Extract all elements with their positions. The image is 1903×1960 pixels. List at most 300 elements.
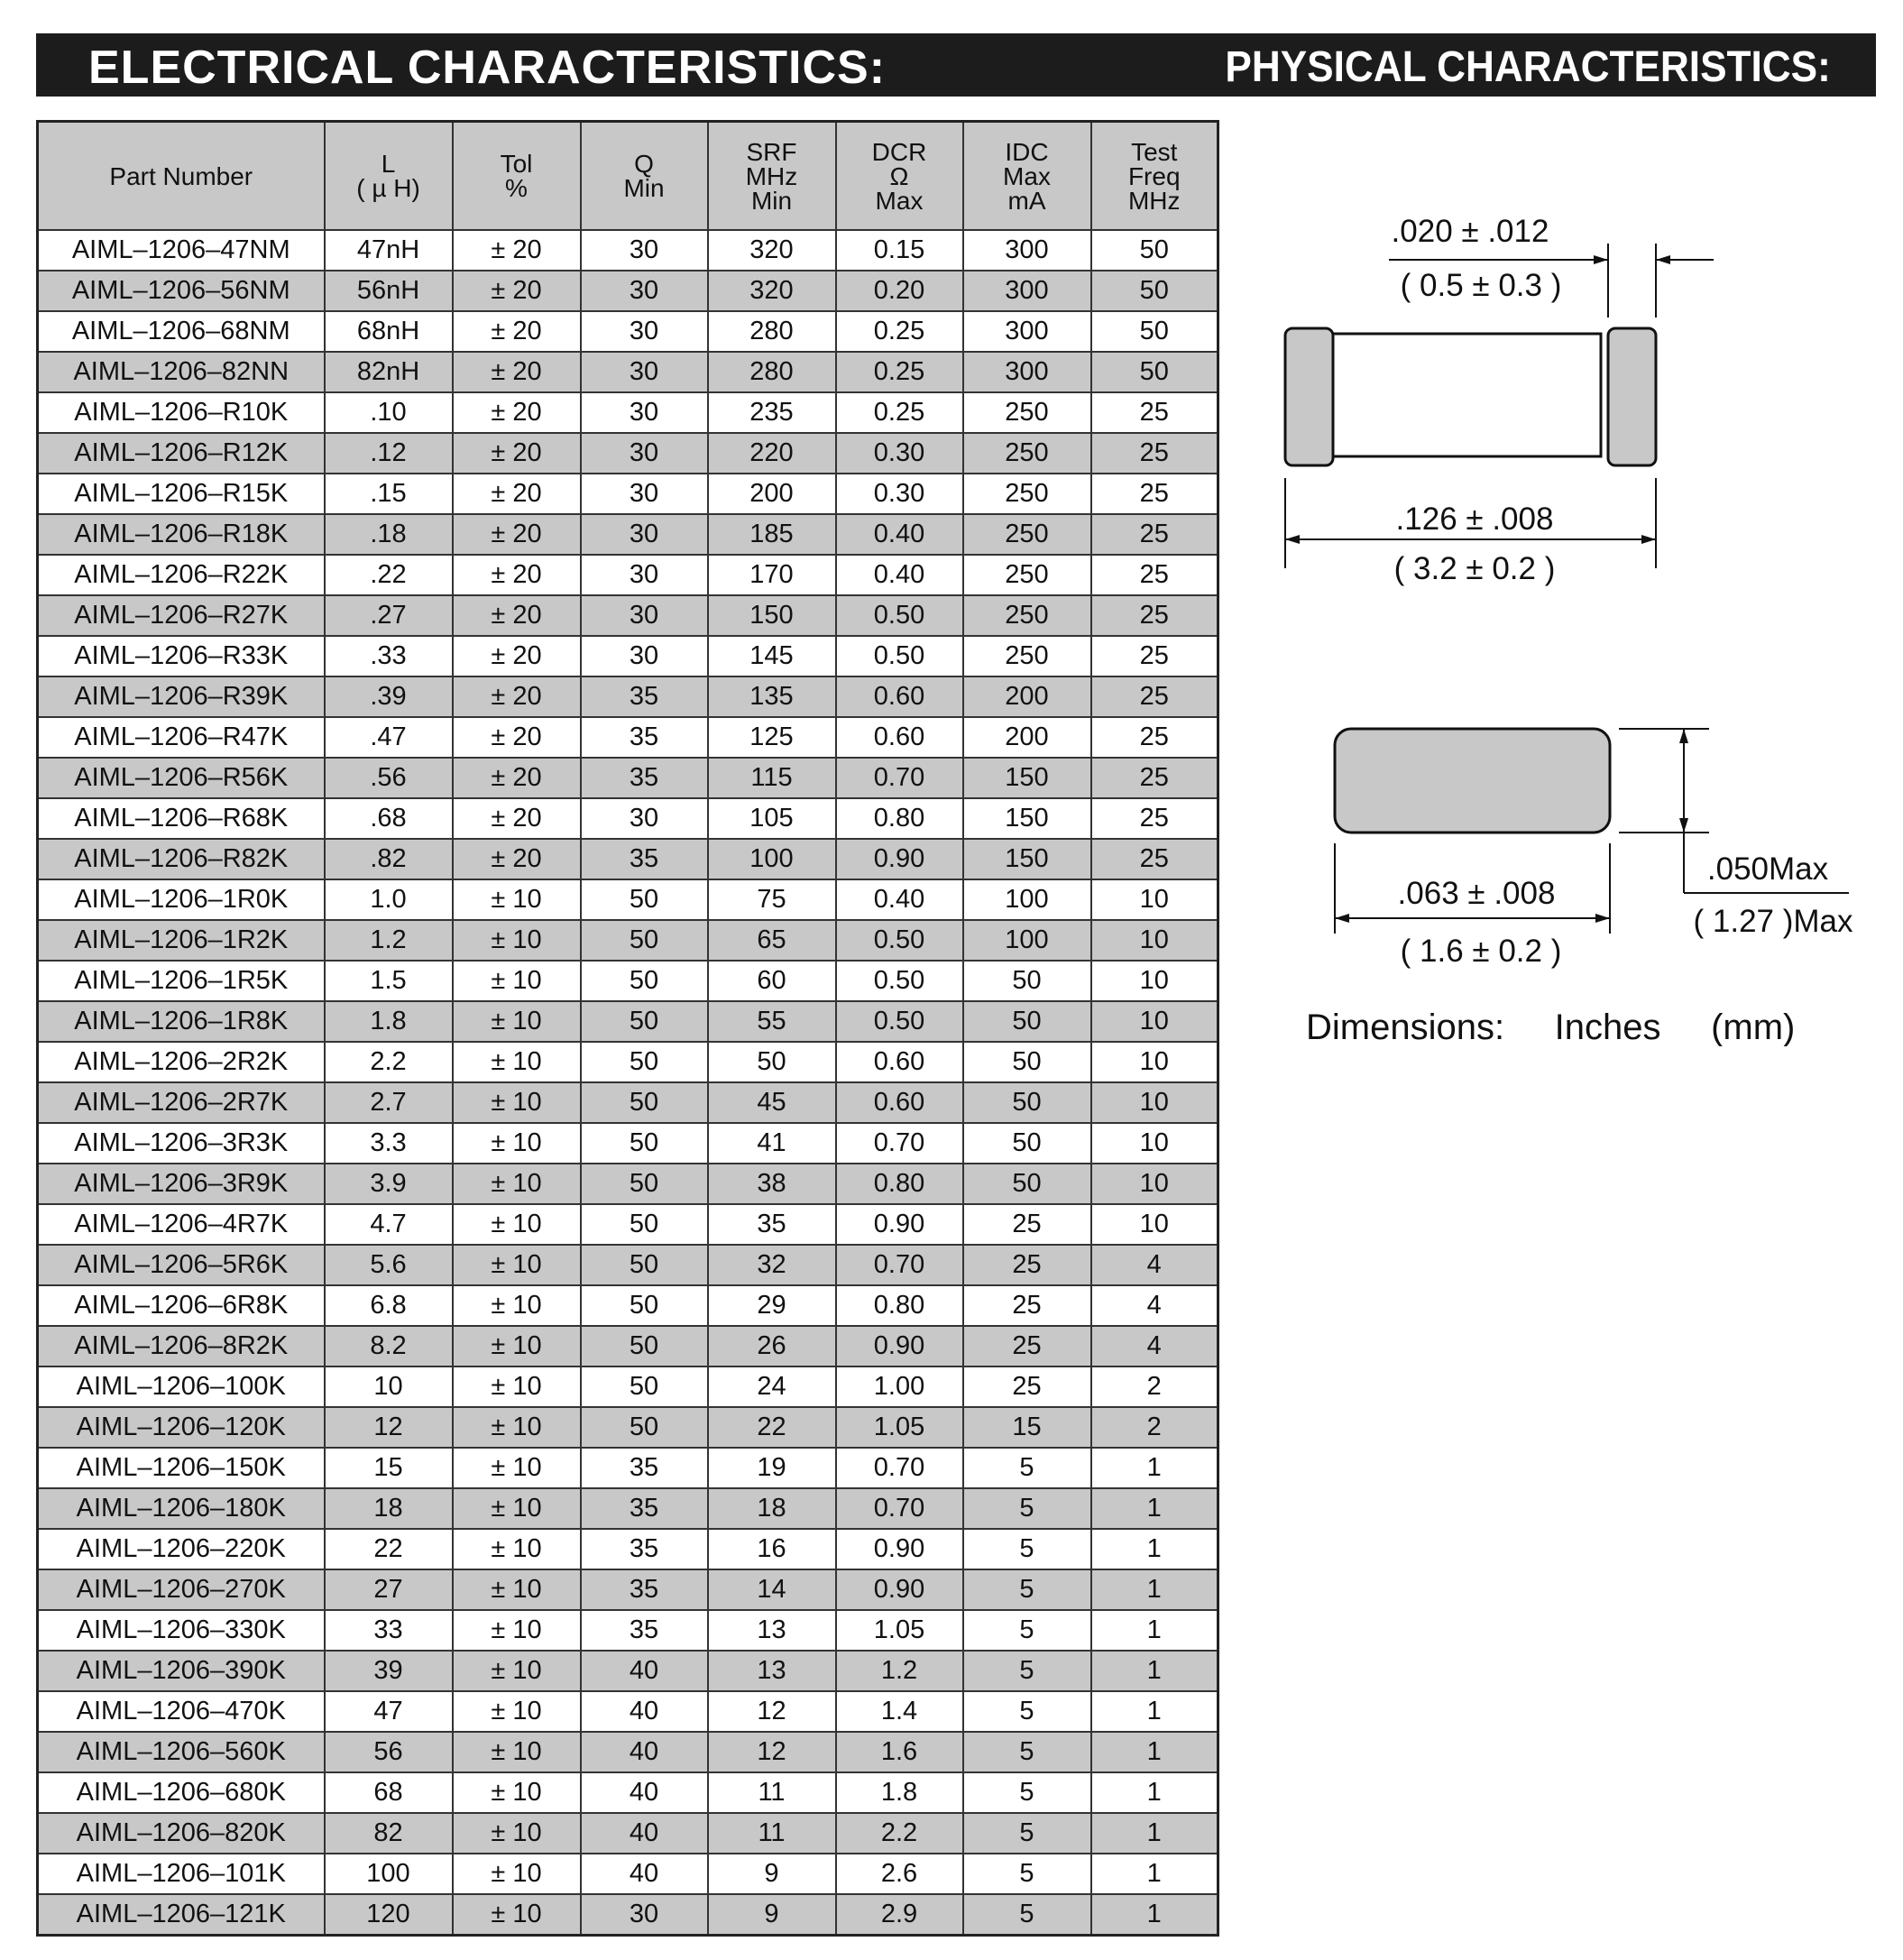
table-cell: 50 [581, 1082, 708, 1123]
table-row [38, 1082, 1218, 1123]
table-cell: ± 20 [453, 392, 581, 433]
terminal-width-mm: ( 0.5 ± 0.3 ) [1400, 268, 1562, 303]
table-cell: 50 [581, 1204, 708, 1245]
table-cell: 10 [1091, 1042, 1218, 1082]
table-cell: .39 [325, 676, 453, 717]
table-row [38, 1245, 1218, 1285]
table-cell: 200 [708, 474, 836, 514]
terminal-width-dimension [1389, 214, 1714, 317]
table-row [38, 798, 1218, 839]
table-cell: 1 [1091, 1894, 1218, 1936]
table-cell: 30 [581, 433, 708, 474]
table-cell: ± 10 [453, 879, 581, 920]
table-cell: 9 [708, 1854, 836, 1894]
table-cell: 5 [963, 1813, 1091, 1854]
table-cell: 250 [963, 636, 1091, 676]
table-row [38, 1772, 1218, 1813]
table-cell: 1.2 [836, 1651, 963, 1691]
table-cell: 0.70 [836, 1245, 963, 1285]
table-cell: 300 [963, 352, 1091, 392]
part-number-cell: AIML–1206–R39K [38, 676, 325, 717]
table-cell: 250 [963, 474, 1091, 514]
table-cell: 35 [581, 839, 708, 879]
height-dimension [1619, 729, 1853, 939]
table-cell: 10 [1091, 1001, 1218, 1042]
part-number-cell: AIML–1206–220K [38, 1529, 325, 1569]
table-cell: 10 [1091, 920, 1218, 961]
part-number-cell: AIML–1206–680K [38, 1772, 325, 1813]
table-cell: 50 [963, 1042, 1091, 1082]
column-header-line: Min [750, 186, 793, 215]
left-terminal [1285, 328, 1333, 465]
table-cell: 10 [325, 1366, 453, 1407]
table-cell: ± 10 [453, 1691, 581, 1732]
table-cell: 30 [581, 352, 708, 392]
table-cell: 5 [963, 1610, 1091, 1651]
table-cell: 24 [708, 1366, 836, 1407]
table-cell: 1 [1091, 1529, 1218, 1569]
column-header [1091, 122, 1218, 231]
table-cell: 4 [1091, 1245, 1218, 1285]
table-cell: 1.4 [836, 1691, 963, 1732]
table-cell: 50 [581, 1001, 708, 1042]
table-cell: 19 [708, 1448, 836, 1488]
part-number-cell: AIML–1206–68NM [38, 311, 325, 352]
width-inches: .063 ± .008 [1397, 876, 1556, 911]
column-header [836, 122, 963, 231]
table-cell: 235 [708, 392, 836, 433]
table-row [38, 595, 1218, 636]
table-cell: ± 10 [453, 1042, 581, 1082]
table-cell: 250 [963, 555, 1091, 595]
table-cell: 150 [963, 839, 1091, 879]
table-cell: 82 [325, 1813, 453, 1854]
table-cell: .27 [325, 595, 453, 636]
table-cell: 1 [1091, 1610, 1218, 1651]
table-cell: 1.8 [325, 1001, 453, 1042]
table-row [38, 352, 1218, 392]
table-cell: 2 [1091, 1366, 1218, 1407]
table-cell: 50 [581, 1326, 708, 1366]
table-cell: 50 [963, 1082, 1091, 1123]
table-cell: 50 [581, 920, 708, 961]
table-cell: ± 10 [453, 1569, 581, 1610]
table-cell: 0.25 [836, 352, 963, 392]
table-row [38, 839, 1218, 879]
table-cell: 105 [708, 798, 836, 839]
table-cell: ± 20 [453, 514, 581, 555]
table-cell: 35 [581, 1610, 708, 1651]
part-number-cell: AIML–1206–1R0K [38, 879, 325, 920]
part-number-cell: AIML–1206–4R7K [38, 1204, 325, 1245]
table-cell: 65 [708, 920, 836, 961]
table-cell: ± 10 [453, 1407, 581, 1448]
table-cell: 280 [708, 352, 836, 392]
table-cell: .15 [325, 474, 453, 514]
table-cell: 0.90 [836, 1326, 963, 1366]
table-cell: 5.6 [325, 1245, 453, 1285]
table-row [38, 514, 1218, 555]
table-cell: 0.90 [836, 1569, 963, 1610]
column-header-line: Part Number [109, 161, 253, 190]
part-number-cell: AIML–1206–R10K [38, 392, 325, 433]
table-cell: 25 [1091, 636, 1218, 676]
table-cell: 12 [708, 1732, 836, 1772]
part-number-cell: AIML–1206–R33K [38, 636, 325, 676]
part-number-cell: AIML–1206–3R3K [38, 1123, 325, 1164]
table-cell: ± 20 [453, 311, 581, 352]
table-cell: 30 [581, 1894, 708, 1936]
table-cell: 0.60 [836, 1082, 963, 1123]
table-cell: 26 [708, 1326, 836, 1366]
part-number-cell: AIML–1206–560K [38, 1732, 325, 1772]
table-row [38, 271, 1218, 311]
table-cell: 40 [581, 1772, 708, 1813]
table-cell: 25 [1091, 474, 1218, 514]
part-number-cell: AIML–1206–180K [38, 1488, 325, 1529]
length-inches: .126 ± .008 [1395, 502, 1554, 537]
table-cell: ± 20 [453, 798, 581, 839]
table-row [38, 230, 1218, 271]
table-row [38, 311, 1218, 352]
table-row [38, 1326, 1218, 1366]
part-number-cell: AIML–1206–47NM [38, 230, 325, 271]
table-cell: 18 [325, 1488, 453, 1529]
part-number-cell: AIML–1206–390K [38, 1651, 325, 1691]
part-number-cell: AIML–1206–82NN [38, 352, 325, 392]
table-cell: 250 [963, 514, 1091, 555]
electrical-title: ELECTRICAL CHARACTERISTICS: [88, 41, 887, 94]
table-row [38, 1732, 1218, 1772]
table-cell: 220 [708, 433, 836, 474]
column-header-line: Min [623, 174, 665, 202]
table-cell: 5 [963, 1854, 1091, 1894]
table-cell: 2.2 [325, 1042, 453, 1082]
table-cell: 135 [708, 676, 836, 717]
table-cell: 1.00 [836, 1366, 963, 1407]
table-row [38, 758, 1218, 798]
part-number-cell: AIML–1206–1R2K [38, 920, 325, 961]
table-cell: 1.8 [836, 1772, 963, 1813]
table-cell: 10 [1091, 1082, 1218, 1123]
table-cell: 3.9 [325, 1164, 453, 1204]
table-cell: ± 10 [453, 1204, 581, 1245]
table-cell: 100 [708, 839, 836, 879]
terminal-width-inches: .020 ± .012 [1391, 214, 1549, 249]
table-cell: .33 [325, 636, 453, 676]
table-cell: 68 [325, 1772, 453, 1813]
table-cell: 50 [963, 1164, 1091, 1204]
table-cell: 0.50 [836, 1001, 963, 1042]
table-cell: 0.50 [836, 595, 963, 636]
table-cell: 25 [963, 1245, 1091, 1285]
table-cell: 32 [708, 1245, 836, 1285]
table-cell: 25 [1091, 595, 1218, 636]
table-cell: ± 10 [453, 1488, 581, 1529]
table-cell: 4 [1091, 1326, 1218, 1366]
table-cell: 0.80 [836, 1285, 963, 1326]
table-cell: ± 10 [453, 1285, 581, 1326]
table-cell: 55 [708, 1001, 836, 1042]
table-cell: 40 [581, 1691, 708, 1732]
table-cell: 0.40 [836, 555, 963, 595]
table-row [38, 474, 1218, 514]
table-row [38, 1204, 1218, 1245]
table-cell: ± 20 [453, 758, 581, 798]
table-cell: 2.7 [325, 1082, 453, 1123]
column-header [708, 122, 836, 231]
table-cell: 1 [1091, 1854, 1218, 1894]
table-cell: 250 [963, 433, 1091, 474]
table-cell: 280 [708, 311, 836, 352]
table-row [38, 1894, 1218, 1936]
table-cell: 0.30 [836, 433, 963, 474]
table-cell: 25 [963, 1285, 1091, 1326]
table-cell: 1.2 [325, 920, 453, 961]
table-cell: 1.6 [836, 1732, 963, 1772]
table-cell: 30 [581, 230, 708, 271]
table-cell: 0.80 [836, 1164, 963, 1204]
table-cell: 50 [581, 1366, 708, 1407]
part-number-cell: AIML–1206–2R2K [38, 1042, 325, 1082]
table-cell: 0.50 [836, 636, 963, 676]
table-cell: 50 [581, 1164, 708, 1204]
height-mm: ( 1.27 )Max [1693, 904, 1853, 939]
table-cell: 300 [963, 230, 1091, 271]
column-header-line: Max [875, 186, 924, 215]
table-cell: 9 [708, 1894, 836, 1936]
table-cell: .56 [325, 758, 453, 798]
table-cell: ± 20 [453, 839, 581, 879]
component-side-view [1335, 729, 1610, 833]
table-cell: .12 [325, 433, 453, 474]
table-cell: 10 [1091, 879, 1218, 920]
table-cell: 0.25 [836, 392, 963, 433]
table-cell: 82nH [325, 352, 453, 392]
table-cell: 300 [963, 311, 1091, 352]
physical-title: PHYSICAL CHARACTERISTICS: [1225, 43, 1831, 91]
table-cell: 200 [963, 676, 1091, 717]
table-cell: 5 [963, 1569, 1091, 1610]
table-cell: .22 [325, 555, 453, 595]
column-header [325, 122, 453, 231]
table-cell: 150 [708, 595, 836, 636]
table-cell: 30 [581, 392, 708, 433]
column-header-line: Max [1003, 161, 1051, 190]
table-cell: 35 [581, 676, 708, 717]
part-number-cell: AIML–1206–5R6K [38, 1245, 325, 1285]
table-cell: 0.70 [836, 1123, 963, 1164]
table-cell: 125 [708, 717, 836, 758]
table-cell: 11 [708, 1813, 836, 1854]
table-row [38, 1651, 1218, 1691]
table-row [38, 1164, 1218, 1204]
column-header [38, 122, 325, 231]
table-cell: 0.80 [836, 798, 963, 839]
table-cell: ± 20 [453, 352, 581, 392]
table-cell: 5 [963, 1894, 1091, 1936]
table-cell: 120 [325, 1894, 453, 1936]
part-number-cell: AIML–1206–56NM [38, 271, 325, 311]
table-cell: ± 10 [453, 920, 581, 961]
table-cell: 0.90 [836, 1204, 963, 1245]
table-cell: 15 [963, 1407, 1091, 1448]
part-number-cell: AIML–1206–820K [38, 1813, 325, 1854]
table-cell: 1 [1091, 1772, 1218, 1813]
table-cell: 0.50 [836, 920, 963, 961]
table-cell: 25 [1091, 758, 1218, 798]
table-cell: 10 [1091, 961, 1218, 1001]
table-cell: 33 [325, 1610, 453, 1651]
table-cell: 29 [708, 1285, 836, 1326]
table-row [38, 1691, 1218, 1732]
table-cell: 50 [1091, 230, 1218, 271]
part-number-cell: AIML–1206–270K [38, 1569, 325, 1610]
table-cell: 1 [1091, 1651, 1218, 1691]
table-cell: ± 10 [453, 1245, 581, 1285]
table-cell: 3.3 [325, 1123, 453, 1164]
column-header-line: Ω [889, 161, 909, 190]
table-cell: 38 [708, 1164, 836, 1204]
table-cell: 11 [708, 1772, 836, 1813]
table-cell: 150 [963, 798, 1091, 839]
column-header-line: ( µ H) [356, 174, 420, 202]
table-cell: 0.40 [836, 879, 963, 920]
table-cell: 25 [963, 1204, 1091, 1245]
length-dimension [1285, 478, 1656, 586]
column-header-line: mA [1007, 186, 1046, 215]
table-cell: 50 [581, 1123, 708, 1164]
table-cell: ± 10 [453, 1610, 581, 1651]
part-number-cell: AIML–1206–3R9K [38, 1164, 325, 1204]
table-cell: 10 [1091, 1123, 1218, 1164]
part-number-cell: AIML–1206–470K [38, 1691, 325, 1732]
column-header-line: SRF [746, 137, 797, 166]
table-cell: 300 [963, 271, 1091, 311]
table-cell: ± 10 [453, 1326, 581, 1366]
table-cell: 5 [963, 1772, 1091, 1813]
table-cell: 56 [325, 1732, 453, 1772]
table-row [38, 555, 1218, 595]
part-number-cell: AIML–1206–R68K [38, 798, 325, 839]
table-row [38, 920, 1218, 961]
table-cell: 39 [325, 1651, 453, 1691]
table-cell: 13 [708, 1651, 836, 1691]
part-number-cell: AIML–1206–121K [38, 1894, 325, 1936]
table-cell: ± 10 [453, 1894, 581, 1936]
table-cell: 6.8 [325, 1285, 453, 1326]
table-cell: 68nH [325, 311, 453, 352]
table-cell: ± 20 [453, 676, 581, 717]
table-cell: 1 [1091, 1732, 1218, 1772]
table-cell: 2 [1091, 1407, 1218, 1448]
table-cell: 1 [1091, 1448, 1218, 1488]
table-cell: 30 [581, 555, 708, 595]
table-cell: 50 [581, 1285, 708, 1326]
table-cell: ± 20 [453, 717, 581, 758]
column-header-line: Test [1131, 137, 1178, 166]
table-cell: 27 [325, 1569, 453, 1610]
table-cell: ± 10 [453, 1854, 581, 1894]
table-cell: 5 [963, 1691, 1091, 1732]
table-cell: 0.30 [836, 474, 963, 514]
table-cell: 0.50 [836, 961, 963, 1001]
part-number-cell: AIML–1206–101K [38, 1854, 325, 1894]
table-cell: 12 [325, 1407, 453, 1448]
table-cell: 0.60 [836, 1042, 963, 1082]
table-cell: 1 [1091, 1488, 1218, 1529]
table-cell: ± 10 [453, 1529, 581, 1569]
table-cell: 50 [708, 1042, 836, 1082]
table-cell: 4 [1091, 1285, 1218, 1326]
table-cell: 50 [581, 961, 708, 1001]
table-cell: 40 [581, 1732, 708, 1772]
table-cell: 5 [963, 1732, 1091, 1772]
width-dimension [1335, 843, 1610, 969]
column-header-line: IDC [1005, 137, 1049, 166]
table-cell: 60 [708, 961, 836, 1001]
table-cell: ± 10 [453, 1123, 581, 1164]
table-cell: 5 [963, 1448, 1091, 1488]
table-cell: .82 [325, 839, 453, 879]
table-cell: 0.20 [836, 271, 963, 311]
column-header-line: Tol [500, 150, 533, 178]
table-cell: 185 [708, 514, 836, 555]
dimensions-caption: Dimensions: Inches (mm) [1306, 1008, 1796, 1046]
table-cell: 47 [325, 1691, 453, 1732]
table-row [38, 1042, 1218, 1082]
table-cell: 1 [1091, 1813, 1218, 1854]
table-cell: 5 [963, 1651, 1091, 1691]
table-cell: 25 [1091, 555, 1218, 595]
part-number-cell: AIML–1206–R56K [38, 758, 325, 798]
table-row [38, 1285, 1218, 1326]
part-number-cell: AIML–1206–330K [38, 1610, 325, 1651]
table-cell: ± 20 [453, 555, 581, 595]
table-cell: 1 [1091, 1691, 1218, 1732]
table-cell: 250 [963, 595, 1091, 636]
table-cell: 30 [581, 595, 708, 636]
table-cell: 47nH [325, 230, 453, 271]
column-header-line: MHz [1127, 186, 1181, 215]
table-row [38, 1529, 1218, 1569]
table-cell: 50 [581, 879, 708, 920]
table-row [38, 879, 1218, 920]
table-row [38, 1854, 1218, 1894]
part-number-cell: AIML–1206–R12K [38, 433, 325, 474]
table-cell: 1.5 [325, 961, 453, 1001]
table-cell: 145 [708, 636, 836, 676]
table-row [38, 717, 1218, 758]
part-number-cell: AIML–1206–R15K [38, 474, 325, 514]
title-banner [36, 33, 1876, 97]
part-number-cell: AIML–1206–R22K [38, 555, 325, 595]
table-cell: 25 [963, 1326, 1091, 1366]
table-cell: .68 [325, 798, 453, 839]
table-cell: ± 20 [453, 433, 581, 474]
table-cell: 45 [708, 1082, 836, 1123]
table-cell: 50 [1091, 352, 1218, 392]
table-cell: 100 [963, 920, 1091, 961]
part-number-cell: AIML–1206–1R8K [38, 1001, 325, 1042]
table-cell: ± 10 [453, 1448, 581, 1488]
right-terminal [1608, 328, 1656, 465]
table-cell: 30 [581, 311, 708, 352]
table-row [38, 1448, 1218, 1488]
table-cell: 25 [1091, 514, 1218, 555]
table-cell: 0.60 [836, 676, 963, 717]
table-cell: 40 [581, 1854, 708, 1894]
